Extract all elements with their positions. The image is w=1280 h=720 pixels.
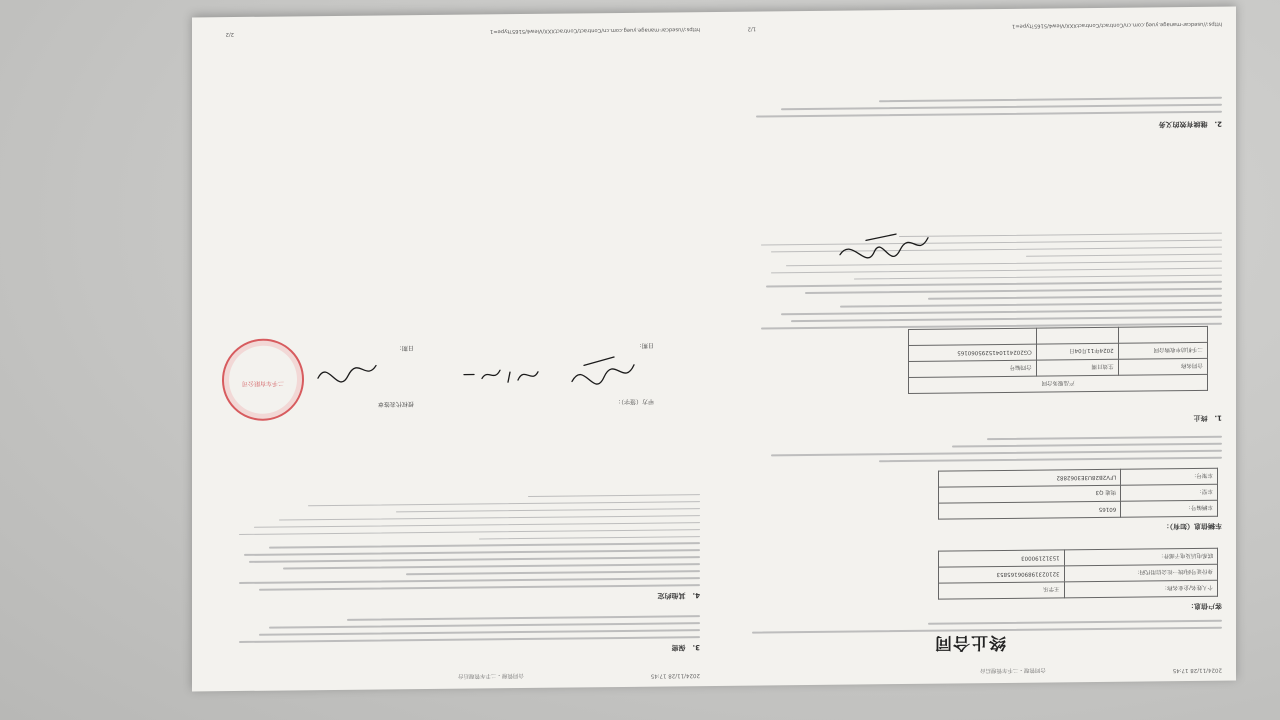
intro-paragraph: [732, 615, 1222, 634]
contract-page-1: [714, 7, 1236, 686]
handwritten-signature-party-a: [554, 345, 644, 396]
party-b-date-label: 日期：: [395, 344, 414, 352]
contract-header-date: 生效日期: [1036, 359, 1118, 376]
vehicle-model-value: 奥迪 Q3: [939, 485, 1121, 503]
contract-header-number: 合同编号: [909, 360, 1037, 377]
handwritten-date: [454, 362, 544, 391]
clause-paragraph: [732, 431, 1222, 464]
page-number: 2/2: [225, 31, 234, 38]
page-header-date: 2024/11/28 17:45: [650, 672, 700, 679]
page-footer-url: https://usedcar-manage.yueg.com.cn/Contract/ContractXXX/View4/5165?type=1: [489, 26, 700, 35]
contract-date-value: 2024年11月04日: [1036, 343, 1118, 360]
termination-clauses: [732, 227, 1222, 330]
customer-section-title: 客户信息：: [1187, 601, 1222, 611]
table-row: [909, 342, 1208, 361]
vehicle-id-label: 车辆编号：: [1121, 500, 1218, 517]
contract-info-table: [908, 326, 1208, 394]
continuing-obligations: [732, 92, 1222, 118]
confidentiality-section-title: 3. 保密: [671, 643, 700, 652]
party-b-label: 授权代表签章: [377, 400, 414, 408]
termination-section-title: 1. 终止: [1193, 413, 1222, 422]
party-a-date-label: 日期：: [635, 341, 654, 349]
vehicle-vin-value: LFV2B28U3E3062882: [939, 469, 1121, 487]
customer-name-value: 王学乐: [939, 582, 1065, 599]
party-a-label: 甲方（签字）：: [614, 397, 654, 406]
vehicle-id-value: 60165: [939, 501, 1121, 519]
contract-table-title: 产品服务合同: [909, 374, 1208, 393]
table-row: [939, 484, 1218, 503]
page-header-title: 合同管理 - 二手车管理后台: [458, 671, 524, 679]
page-number: 1/2: [747, 25, 756, 32]
table-row: [939, 500, 1218, 519]
contract-name-value: 二手机动车收购合同: [1118, 342, 1207, 359]
table-row: [909, 358, 1208, 377]
page-footer-url: https://usedcar-manage.yueg.com.cn/Contract/ContractXXX/View4/5165?type=1: [1011, 20, 1222, 29]
page-header-title: 合同管理 - 二手车管理后台: [980, 666, 1046, 674]
table-row: [939, 548, 1218, 567]
confidentiality-clauses: [210, 610, 700, 643]
contract-number-value: CG2024110415295060165: [909, 344, 1037, 361]
document-title: 终止合同: [934, 631, 1006, 653]
customer-id-value: 321023198906165853: [939, 566, 1065, 583]
vehicle-vin-label: 车架号：: [1121, 468, 1218, 485]
table-row: [939, 564, 1218, 583]
table-row: [909, 326, 1208, 345]
handwritten-signature-customer: [816, 224, 936, 265]
table-row: [909, 374, 1208, 393]
other-clauses: [210, 488, 700, 591]
vehicle-info-table: [938, 468, 1218, 520]
seal-text: 二手车有限公司: [242, 379, 285, 387]
after-section-title: 2. 继续有效的义务: [1158, 119, 1222, 129]
customer-id-label: 身份证号码/统一社会信用代码：: [1064, 564, 1217, 582]
contract-header-name: 合同名称: [1118, 358, 1207, 375]
other-section-title: 4. 其他约定: [657, 591, 700, 600]
customer-phone-value: 15312190003: [939, 550, 1065, 567]
customer-name-label: 个人姓名/企业名称：: [1064, 580, 1217, 598]
customer-info-table: [938, 548, 1218, 600]
contract-paper: [192, 7, 1236, 692]
page-header-date: 2024/11/28 17:45: [1172, 666, 1222, 674]
contract-page-2: [192, 12, 714, 691]
company-seal: [222, 338, 304, 421]
vehicle-section-title: 车辆信息（如有）：: [1162, 521, 1222, 531]
table-row: [939, 468, 1218, 487]
handwritten-signature-party-b: [294, 349, 384, 390]
table-row: [939, 580, 1218, 599]
customer-phone-label: 联系电话及电子邮件：: [1064, 548, 1217, 566]
vehicle-model-label: 车型：: [1121, 484, 1218, 501]
